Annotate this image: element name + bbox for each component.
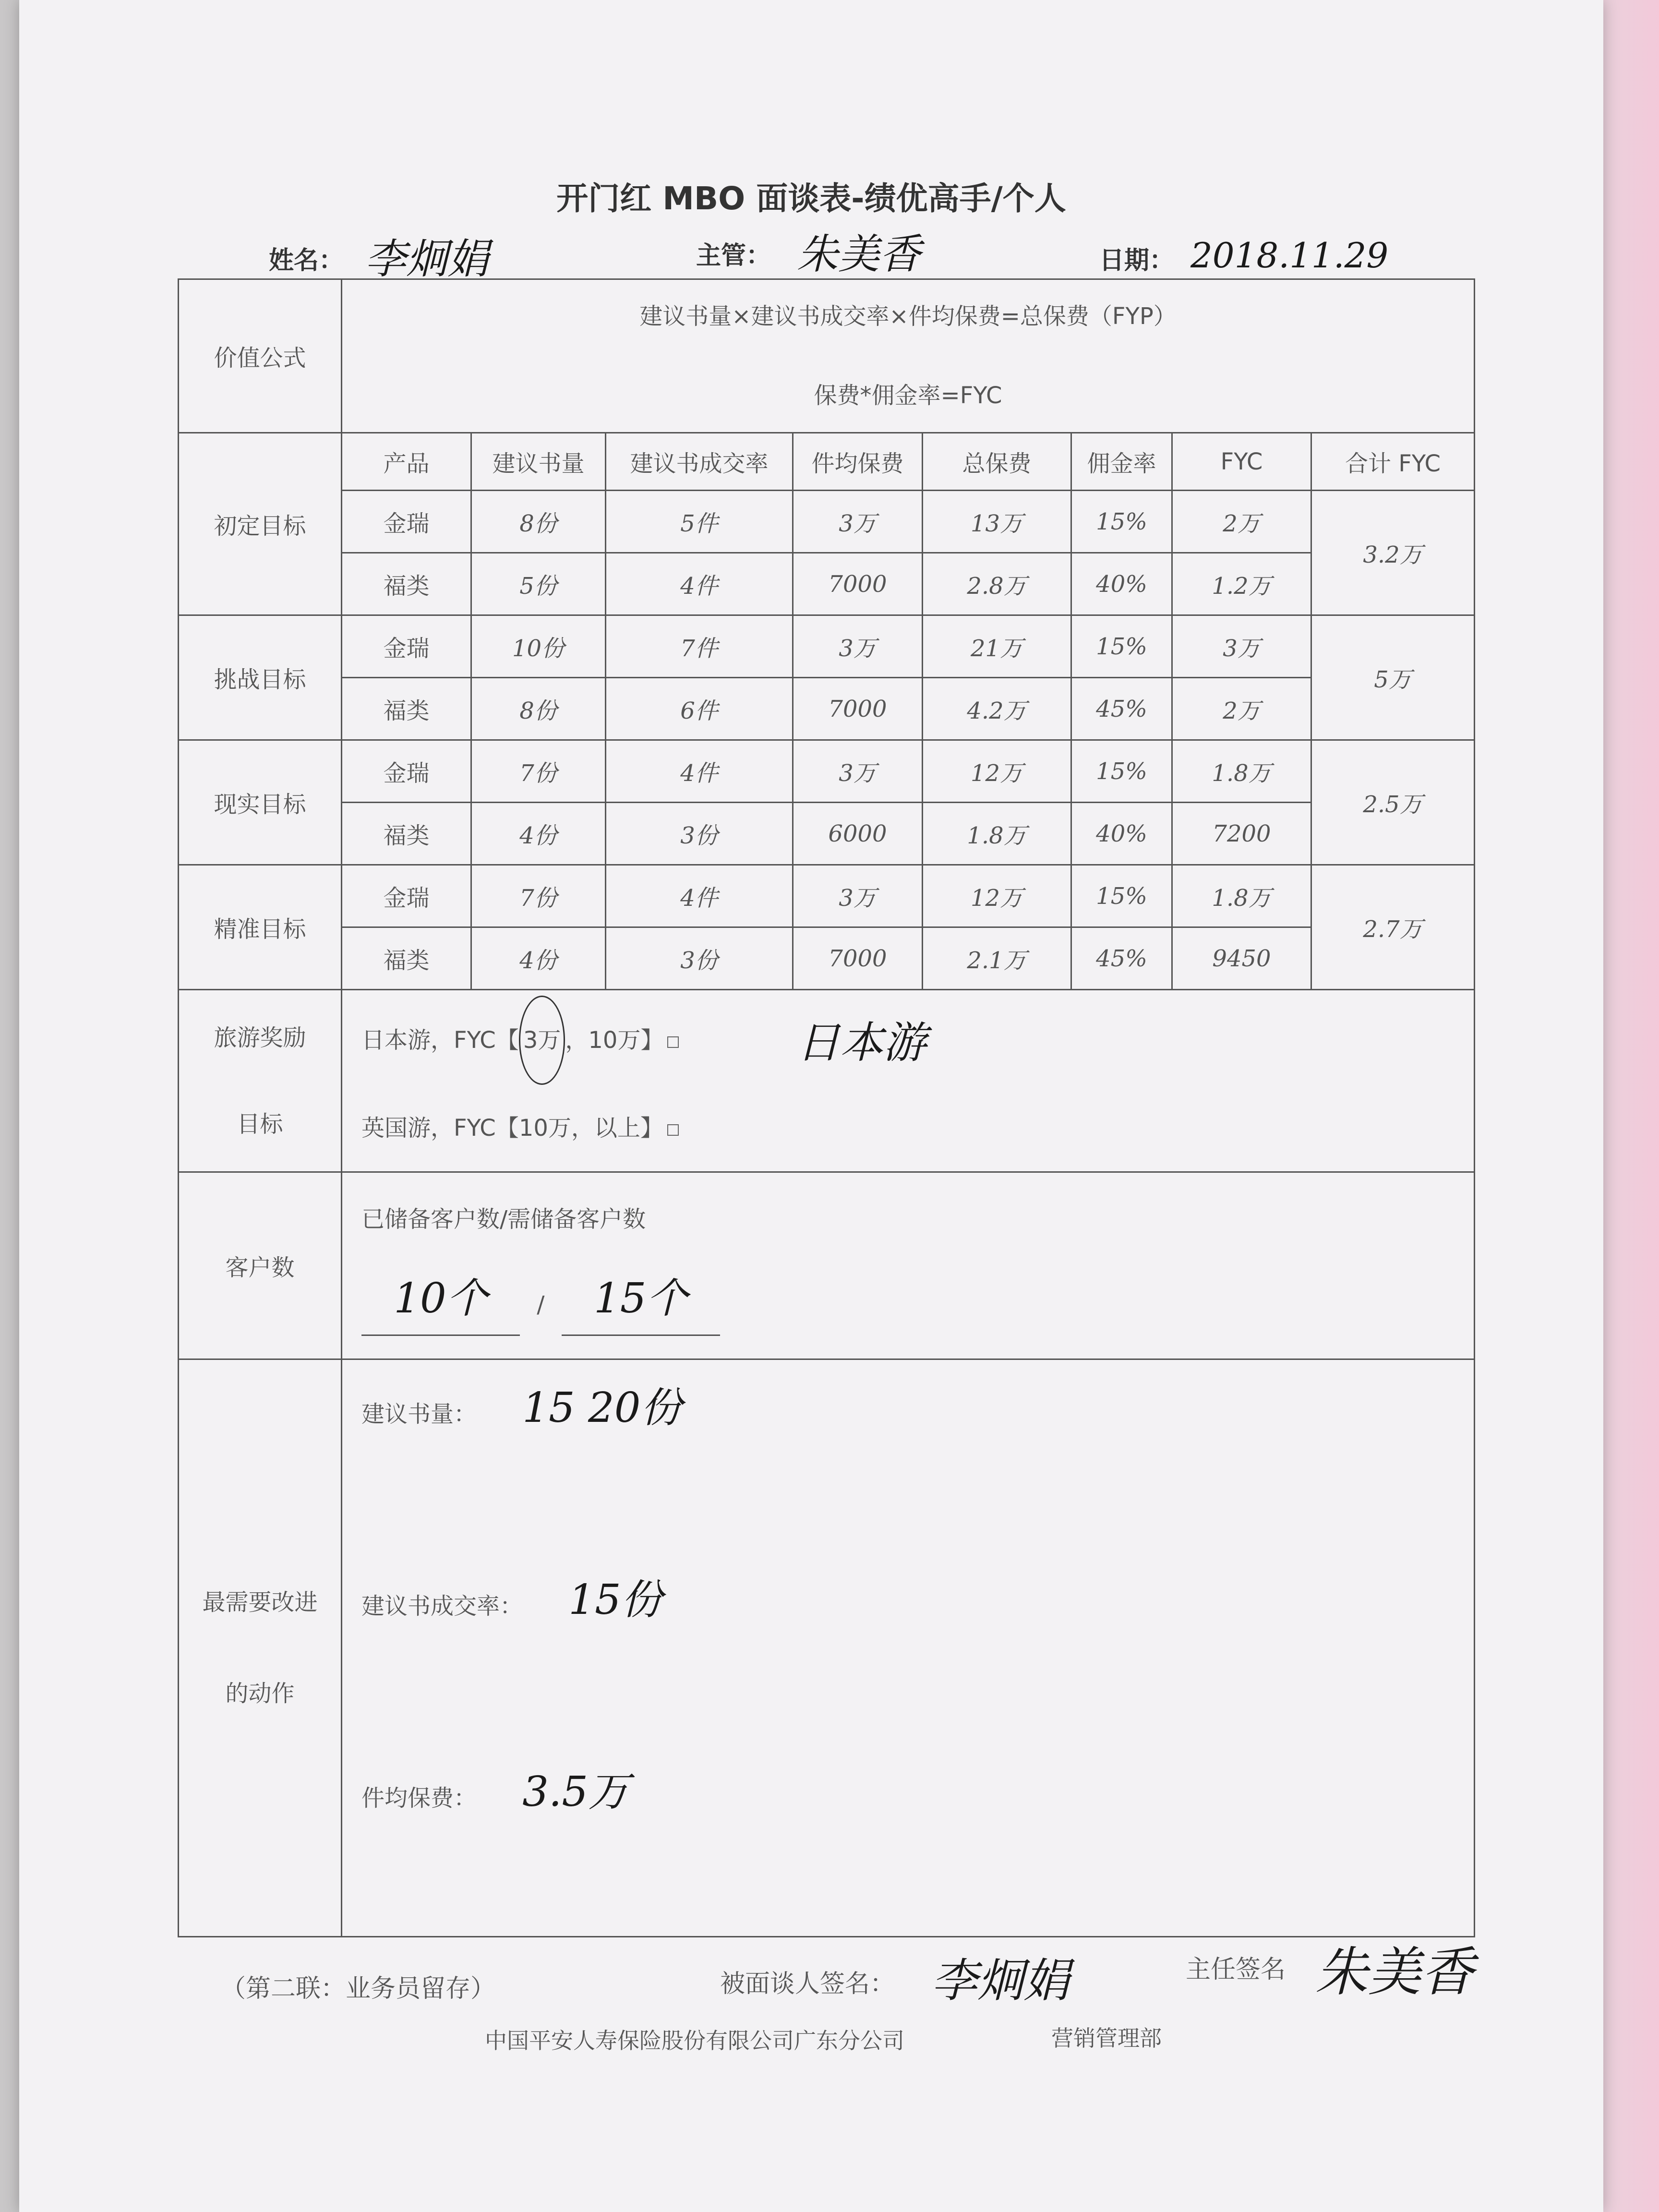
- table-row: [179, 553, 1475, 615]
- table-row: [179, 678, 1475, 740]
- customers-content: [342, 1172, 1475, 1359]
- product-cell: 金瑞: [342, 865, 471, 927]
- proposals-cell: 4份: [471, 803, 606, 865]
- rate-cell: 15%: [1071, 615, 1172, 678]
- col-header-close-rate: 建议书成交率: [606, 433, 793, 491]
- target-label-precise: 精准目标: [179, 865, 342, 990]
- name-value: 李炯娟: [365, 235, 489, 283]
- col-header-product: 产品: [342, 433, 471, 491]
- table-row: [179, 615, 1475, 678]
- supervisor-value: 朱美香: [797, 230, 921, 278]
- form-paper: [19, 0, 1603, 2212]
- travel-row: [179, 990, 1475, 1172]
- proposals-cell: 4份: [471, 927, 606, 990]
- fyc-cell: 3万: [1172, 615, 1311, 678]
- interviewee-sign-label: 被面谈人签名：: [720, 1970, 895, 1998]
- close-cell: 4件: [606, 553, 793, 615]
- improve-item: [361, 1552, 1474, 1744]
- improve-item-value: 3.5万: [522, 1768, 630, 1816]
- checkbox-japan[interactable]: [667, 1036, 679, 1048]
- fyc-cell: 1.8万: [1172, 865, 1311, 927]
- rate-cell: 40%: [1071, 803, 1172, 865]
- company-name: 中国平安人寿保险股份有限公司广东分公司: [485, 2028, 904, 2054]
- avg-cell: 3万: [793, 615, 923, 678]
- rate-cell: 15%: [1071, 740, 1172, 803]
- col-header-commission-rate: 佣金率: [1071, 433, 1172, 491]
- fyc-cell: 1.8万: [1172, 740, 1311, 803]
- improve-item-label: 件均保费：: [361, 1785, 477, 1812]
- avg-cell: 3万: [793, 491, 923, 553]
- travel-label: [179, 990, 342, 1172]
- fyc-cell: 2万: [1172, 491, 1311, 553]
- mbo-form-table: [178, 278, 1475, 1937]
- improve-item-value: 15份: [568, 1576, 662, 1624]
- improve-item: [361, 1360, 1474, 1552]
- travel-uk-text: 英国游，FYC【10万，以上】: [361, 1115, 663, 1142]
- director-sign-label: 主任签名: [1186, 1955, 1286, 1984]
- customers-separator: /: [537, 1291, 545, 1318]
- close-cell: 7件: [606, 615, 793, 678]
- col-header-fyc: FYC: [1172, 433, 1311, 491]
- fyc-cell: 9450: [1172, 927, 1311, 990]
- col-header-total-fyc: 合计 FYC: [1311, 433, 1475, 491]
- proposals-cell: 7份: [471, 740, 606, 803]
- rate-cell: 15%: [1071, 865, 1172, 927]
- fyc-cell: 2万: [1172, 678, 1311, 740]
- avg-cell: 6000: [793, 803, 923, 865]
- product-cell: 金瑞: [342, 615, 471, 678]
- total-cell: 13万: [923, 491, 1071, 553]
- interviewee-signature: 李炯娟: [931, 1954, 1070, 2008]
- date-label: 日期：: [1099, 246, 1175, 275]
- improve-item: [361, 1744, 1474, 1936]
- table-row: [179, 803, 1475, 865]
- sum-fyc-cell: 2.5万: [1311, 740, 1475, 865]
- formula-row: [179, 279, 1475, 433]
- proposals-cell: 5份: [471, 553, 606, 615]
- travel-content: [342, 990, 1475, 1172]
- improve-row: [179, 1359, 1475, 1937]
- improve-item-label: 建议书量：: [361, 1401, 477, 1428]
- close-cell: 4件: [606, 865, 793, 927]
- travel-uk-option: [361, 1085, 1474, 1171]
- avg-cell: 7000: [793, 678, 923, 740]
- proposals-cell: 8份: [471, 491, 606, 553]
- close-cell: 5件: [606, 491, 793, 553]
- customers-prompt: 已储备客户数/需储备客户数: [361, 1206, 646, 1233]
- formula-line-2: 保费*佣金率=FYC: [814, 382, 1002, 409]
- rate-cell: 45%: [1071, 927, 1172, 990]
- close-cell: 3份: [606, 803, 793, 865]
- supervisor-label: 主管：: [696, 241, 771, 270]
- sum-fyc-cell: 3.2万: [1311, 491, 1475, 615]
- column-header-row: [179, 433, 1475, 491]
- formula-label: 价值公式: [179, 279, 342, 433]
- rate-cell: 45%: [1071, 678, 1172, 740]
- sum-fyc-cell: 5万: [1311, 615, 1475, 740]
- avg-cell: 3万: [793, 865, 923, 927]
- department-name: 营销管理部: [1051, 2025, 1162, 2051]
- rate-cell: 15%: [1071, 491, 1172, 553]
- target-label-initial: 初定目标: [179, 433, 342, 615]
- travel-japan-circled: 3万: [519, 996, 565, 1085]
- travel-label-line-1: 旅游奖励: [214, 1024, 306, 1051]
- improve-item-value: 15 20份: [522, 1384, 682, 1432]
- formula-content: [342, 279, 1475, 433]
- customers-need-value: 15个: [562, 1262, 720, 1336]
- total-cell: 1.8万: [923, 803, 1071, 865]
- customers-values: [361, 1262, 1474, 1341]
- checkbox-uk[interactable]: [667, 1124, 679, 1136]
- table-row: [179, 491, 1475, 553]
- improve-label-line-2: 的动作: [225, 1680, 295, 1707]
- improve-label: [179, 1359, 342, 1937]
- customers-label: 客户数: [179, 1172, 342, 1359]
- close-cell: 3份: [606, 927, 793, 990]
- proposals-cell: 7份: [471, 865, 606, 927]
- total-cell: 21万: [923, 615, 1071, 678]
- avg-cell: 7000: [793, 553, 923, 615]
- improve-label-line-1: 最需要改进: [202, 1589, 318, 1616]
- close-cell: 6件: [606, 678, 793, 740]
- rate-cell: 40%: [1071, 553, 1172, 615]
- total-cell: 2.8万: [923, 553, 1071, 615]
- table-row: [179, 927, 1475, 990]
- travel-handwritten-choice: 日本游: [796, 1018, 926, 1068]
- product-cell: 福类: [342, 927, 471, 990]
- target-label-realistic: 现实目标: [179, 740, 342, 865]
- table-row: [179, 740, 1475, 803]
- product-cell: 金瑞: [342, 491, 471, 553]
- proposals-cell: 10份: [471, 615, 606, 678]
- avg-cell: 3万: [793, 740, 923, 803]
- product-cell: 福类: [342, 553, 471, 615]
- avg-cell: 7000: [793, 927, 923, 990]
- name-label: 姓名：: [269, 246, 344, 275]
- form-title: 开门红 MBO 面谈表-绩优高手/个人: [556, 180, 1066, 217]
- customers-row: [179, 1172, 1475, 1359]
- customers-have-value: 10个: [361, 1262, 520, 1336]
- total-cell: 12万: [923, 740, 1071, 803]
- date-value: 2018.11.29: [1190, 235, 1389, 276]
- formula-line-1: 建议书量×建议书成交率×件均保费=总保费（FYP）: [639, 302, 1177, 330]
- product-cell: 福类: [342, 678, 471, 740]
- total-cell: 12万: [923, 865, 1071, 927]
- travel-japan-prefix: 日本游，FYC【: [361, 1027, 519, 1054]
- improve-item-label: 建议书成交率：: [361, 1593, 523, 1620]
- copy-note: （第二联：业务员留存）: [221, 1974, 496, 2003]
- improve-content: [342, 1359, 1475, 1937]
- fyc-cell: 7200: [1172, 803, 1311, 865]
- fyc-cell: 1.2万: [1172, 553, 1311, 615]
- total-cell: 2.1万: [923, 927, 1071, 990]
- travel-label-line-2: 目标: [237, 1110, 283, 1138]
- target-label-challenge: 挑战目标: [179, 615, 342, 740]
- col-header-total-premium: 总保费: [923, 433, 1071, 491]
- travel-japan-option: [361, 990, 1474, 1085]
- total-cell: 4.2万: [923, 678, 1071, 740]
- sum-fyc-cell: 2.7万: [1311, 865, 1475, 990]
- director-signature: 朱美香: [1315, 1941, 1474, 2003]
- close-cell: 4件: [606, 740, 793, 803]
- col-header-avg-premium: 件均保费: [793, 433, 923, 491]
- proposals-cell: 8份: [471, 678, 606, 740]
- product-cell: 金瑞: [342, 740, 471, 803]
- travel-japan-suffix: ，10万】: [565, 1027, 664, 1054]
- table-row: [179, 865, 1475, 927]
- product-cell: 福类: [342, 803, 471, 865]
- col-header-proposals: 建议书量: [471, 433, 606, 491]
